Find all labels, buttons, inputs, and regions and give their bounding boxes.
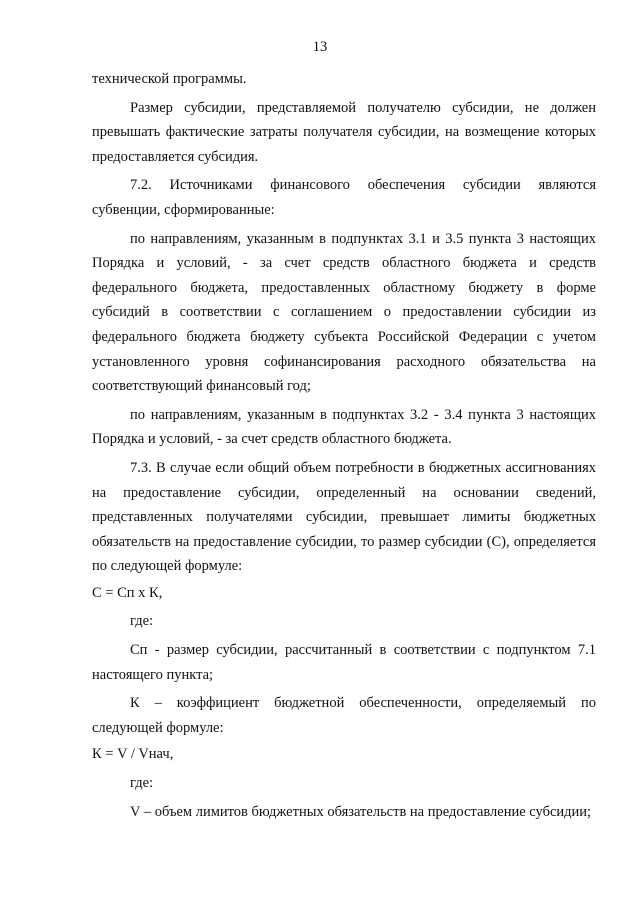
where-label: где: — [130, 775, 154, 792]
page-number: 13 — [312, 39, 328, 55]
paragraph-continuation: технической программы. — [92, 71, 247, 87]
formula-k: К = V / Vнач, — [92, 746, 174, 763]
paragraph-directions-3-1-3-5: по направлениям, указанным в подпунктах 3.1 и 3.5 пункта 3 настоящих Порядка и условий, - за счет средств областного бюджета и средств федерального бюджета, предоставленных областному бюджету в форме субсидий в соответствии с соглашением о предоставлении субсидии из федерального бюджета бюджету субъекта Российской Федерации с учетом установленного уровня софинансирования расходного обязательства на соответствующий финансовый год; — [92, 230, 596, 395]
paragraph-k-definition: К – коэффициент бюджетной обеспеченности, определяемый по следующей формуле: — [92, 695, 596, 736]
paragraph-7-3: 7.3. В случае если общий объем потребности в бюджетных ассигнованиях на предоставление субсидии, определенный на основании сведений, представленных получателями субсидии, превышает лимиты бюджетных обязательств на предоставление субсидии, то размер субсидии (С), определяется по следующей формуле: — [92, 459, 596, 575]
formula-c: С = Сп х К, — [92, 584, 163, 601]
document-body — [92, 67, 596, 824]
paragraph-v-definition: V – объем лимитов бюджетных обязательств на предоставление субсидии; — [130, 803, 592, 820]
paragraph-cp-definition: Сп - размер субсидии, рассчитанный в соответствии с подпунктом 7.1 настоящего пункта; — [92, 642, 596, 683]
paragraph-subsidy-size: Размер субсидии, представляемой получателю субсидии, не должен превышать фактические затраты получателя субсидии, на возмещение которых предоставляется субсидия. — [92, 99, 596, 165]
paragraph-7-2: 7.2. Источниками финансового обеспечения субсидии являются субвенции, сформированные: — [92, 177, 596, 218]
paragraph-directions-3-2-3-4: по направлениям, указанным в подпунктах 3.2 - 3.4 пункта 3 настоящих Порядка и условий, - за счет средств областного бюджета. — [92, 406, 596, 448]
where-label: где: — [130, 613, 154, 630]
